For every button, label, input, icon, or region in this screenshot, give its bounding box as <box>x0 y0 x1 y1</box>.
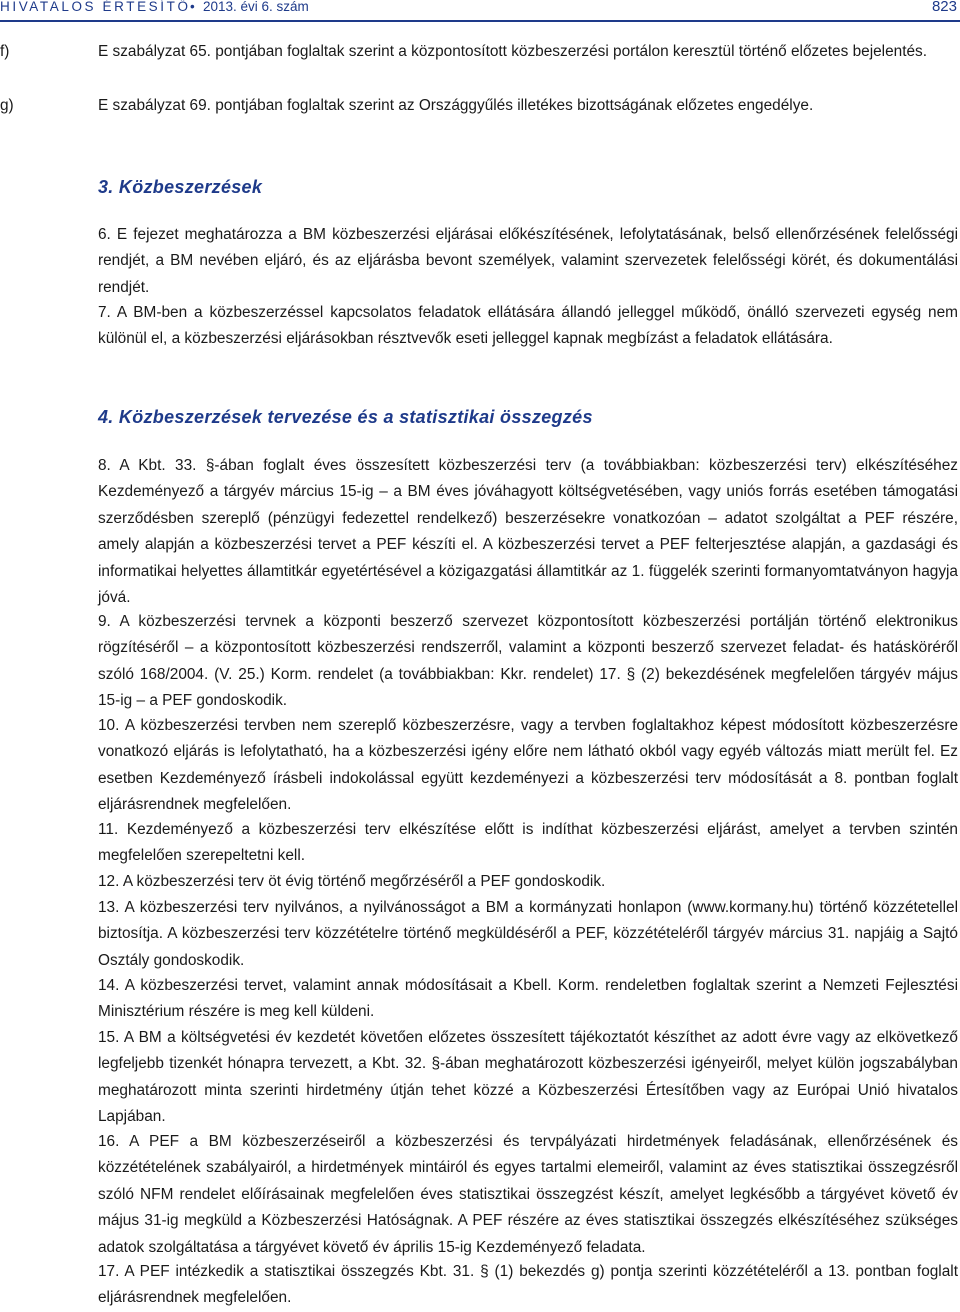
list-item-text: E szabályzat 69. pontjában foglaltak szerint az Országgyűlés illetékes bizottságának előzetes engedélye. <box>98 97 814 114</box>
header-separator: • <box>190 0 195 14</box>
paragraph-9: 9. A közbeszerzési tervnek a központi beszerző szervezet központosított közbeszerzési portálján történő elektronikus rögzítéséről – a központosított közbeszerzési rendszerről, valamint a központi beszerző szervezet feladat- és hatásköréről szóló 168/2004. (V. 25.) Korm. rendelet (a továbbiakban: Kkr. rendelet) 17. § (2) bekezdésének megfelelően tárgyév május 15-ig – a PEF gondoskodik. <box>98 613 958 710</box>
section-heading-4: 4. Közbeszerzések tervezése és a statisztikai összegzés <box>98 407 593 427</box>
paragraph-10: 10. A közbeszerzési tervben nem szereplő közbeszerzésre, vagy a tervben foglaltakhoz képest módosított közbeszerzésre vonatkozó eljárás is lefolytatható, ha a közbeszerzési igény előre nem látható okból vagy egyéb változás miatt merült fel. Ez esetben Kezdeményező írásbeli indokolással együtt kezdeményezi a közbeszerzési terv módosítását a 8. pontban foglalt eljárásrendnek megfelelően. <box>98 717 958 814</box>
paragraph-17: 17. A PEF intézkedik a statisztikai összegzés Kbt. 31. § (1) bekezdés g) pontja szerinti közzétételéről a 13. pontban foglalt eljárásrendnek megfelelően. <box>98 1263 958 1307</box>
paragraph-15: 15. A BM a költségvetési év kezdetét követően előzetes összesített tájékoztatót készíthet az adott évre vagy az elkövetkező legfeljebb tizenkét hónapra tervezett, a Kbt. 32. §-ában meghatározott közbeszerzési igényeiről, melyet külön jogszabályban meghatározott minta szerinti hirdetmény útján tehet közzé a Közbeszerzési Értesítőben vagy az Európai Unió hivatalos Lapjában. <box>98 1029 958 1126</box>
paragraph-6: 6. E fejezet meghatározza a BM közbeszerzési eljárásai előkészítésének, lefolytatásának, belső ellenőrzésének felelősségi rendjét, a BM nevében eljáró, és az eljárásba bevont személyek, valamint szervezetek felelősségi körét, és dokumentálási rendjét. <box>98 226 958 296</box>
page-number: 823 <box>931 0 957 15</box>
page-header <box>0 0 960 22</box>
paragraph-11: 11. Kezdeményező a közbeszerzési terv elkészítése előtt is indíthat közbeszerzési eljárást, amelyet a tervben szintén megfelelően szerepeltetni kell. <box>98 821 958 865</box>
paragraph-12: 12. A közbeszerzési terv öt évig történő megőrzéséről a PEF gondoskodik. <box>98 873 606 890</box>
paragraph-14: 14. A közbeszerzési tervet, valamint annak módosításait a Kbell. Korm. rendeletben foglaltak szerint a Nemzeti Fejlesztési Minisztérium részére is meg kell küldeni. <box>98 977 958 1021</box>
list-marker: g) <box>0 97 14 114</box>
list-item <box>0 40 958 64</box>
paragraph-7: 7. A BM-ben a közbeszerzéssel kapcsolatos feladatok ellátására állandó jelleggel működő, önálló szervezeti egység nem különül el, a közbeszerzési eljárásokban résztvevők eseti jelleggel kapnak megbízást a feladatok ellátására. <box>98 304 958 348</box>
paragraph-8: 8. A Kbt. 33. §-ában foglalt éves összesített közbeszerzési terv (a továbbiakban: közbeszerzési terv) elkészítéséhez Kezdeményező a tárgyév március 15-ig – a BM éves jóváhagyott költségvetésében, vagy uniós forrás esetében támogatási szerződésben szereplő (pénzügyi fedezettel rendelkező) beszerzésekre vonatkozóan – adatot szolgáltat a PEF részére, amely alapján a közbeszerzési tervet a PEF készíti el. A közbeszerzési tervet a PEF felterjesztése alapján, a gazdasági és informatikai helyettes államtitkár egyetértésével a közigazgatási államtitkár az 1. függelék szerinti formanyomtatványon hagyja jóvá. <box>98 457 958 607</box>
section-heading-3: 3. Közbeszerzések <box>98 177 263 197</box>
list-item <box>0 94 958 118</box>
issue-label: 2013. évi 6. szám <box>203 0 309 14</box>
header-rule <box>0 20 960 22</box>
list-marker: f) <box>0 43 10 60</box>
journal-title: HIVATALOS ÉRTESÍTŐ <box>0 0 191 14</box>
list-item-text: E szabályzat 65. pontjában foglaltak szerint a központosított közbeszerzési portálon keresztül történő előzetes bejelentés. <box>98 43 928 60</box>
paragraph-13: 13. A közbeszerzési terv nyilvános, a nyilvánosságot a BM a kormányzati honlapon (www.kormany.hu) történő közzétetellel biztosítja. A közbeszerzési terv közzétételre történő megküldéséről a PEF, közzétételéről tárgyév március 31. napjáig a Sajtó Osztály gondoskodik. <box>98 899 958 969</box>
paragraph-16: 16. A PEF a BM közbeszerzéseiről a közbeszerzési és tervpályázati hirdetmények feladásának, ellenőrzésének és közzétételének szabályairól, a hirdetmények mintáiról és egyes tartalmi elemeiről, valamint az éves statisztikai összegzésről szóló NFM rendelet előírásainak megfelelően éves statisztikai összegzést készít, amelyet legkésőbb a tárgyévet követő év május 31-ig megküld a Közbeszerzési Hatóságnak. A PEF részére az éves statisztikai összegzés elkészítéséhez szükséges adatok szolgáltatása a tárgyévet követő év április 15-ig Kezdeményező feladata. <box>98 1133 958 1256</box>
